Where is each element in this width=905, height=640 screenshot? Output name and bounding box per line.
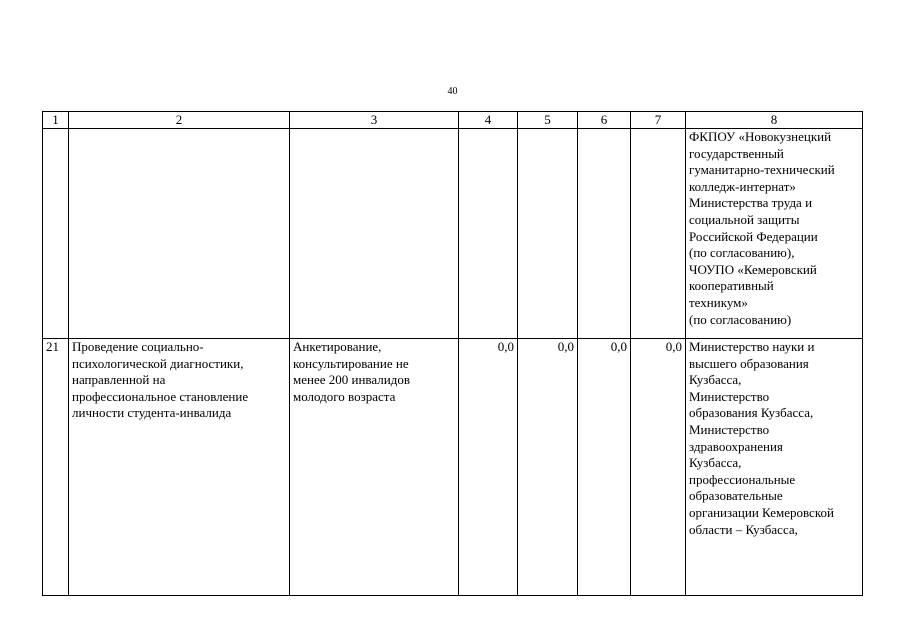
value-cell-7: 0,0 [631, 339, 686, 596]
value-cell-4 [459, 129, 518, 339]
value-cell-4: 0,0 [459, 339, 518, 596]
header-cell-5: 5 [518, 112, 578, 129]
executors-cell: ФКПОУ «Новокузнецкий государственный гуманитарно-технический колледж-интернат» Министерства труда и социальной защиты Российской Федерации (по согласованию), ЧОУПО «Кемеровский кооперативный техникум» (по согласованию) [686, 129, 863, 339]
executors-cell: Министерство науки и высшего образования Кузбасса, Министерство образования Кузбасса, Министерство здравоохранения Кузбасса, профессиональные образовательные организации Кемеровской области – Кузбасса, [686, 339, 863, 596]
header-cell-4: 4 [459, 112, 518, 129]
row-number-cell: 21 [43, 339, 69, 596]
table-row [43, 339, 863, 596]
header-cell-3: 3 [290, 112, 459, 129]
indicator-cell: Анкетирование, консультирование не менее 200 инвалидов молодого возраста [290, 339, 459, 596]
program-table [42, 111, 863, 596]
value-cell-6 [578, 129, 631, 339]
header-cell-2: 2 [69, 112, 290, 129]
activity-cell: Проведение социально- психологической диагностики, направленной на профессиональное становление личности студента-инвалида [69, 339, 290, 596]
value-cell-5: 0,0 [518, 339, 578, 596]
table-row [43, 129, 863, 339]
header-cell-8: 8 [686, 112, 863, 129]
page-number: 40 [447, 86, 458, 97]
header-cell-1: 1 [43, 112, 69, 129]
value-cell-5 [518, 129, 578, 339]
indicator-cell [290, 129, 459, 339]
value-cell-6: 0,0 [578, 339, 631, 596]
row-number-cell [43, 129, 69, 339]
value-cell-7 [631, 129, 686, 339]
header-cell-6: 6 [578, 112, 631, 129]
activity-cell [69, 129, 290, 339]
header-cell-7: 7 [631, 112, 686, 129]
table-header-row [43, 112, 863, 129]
